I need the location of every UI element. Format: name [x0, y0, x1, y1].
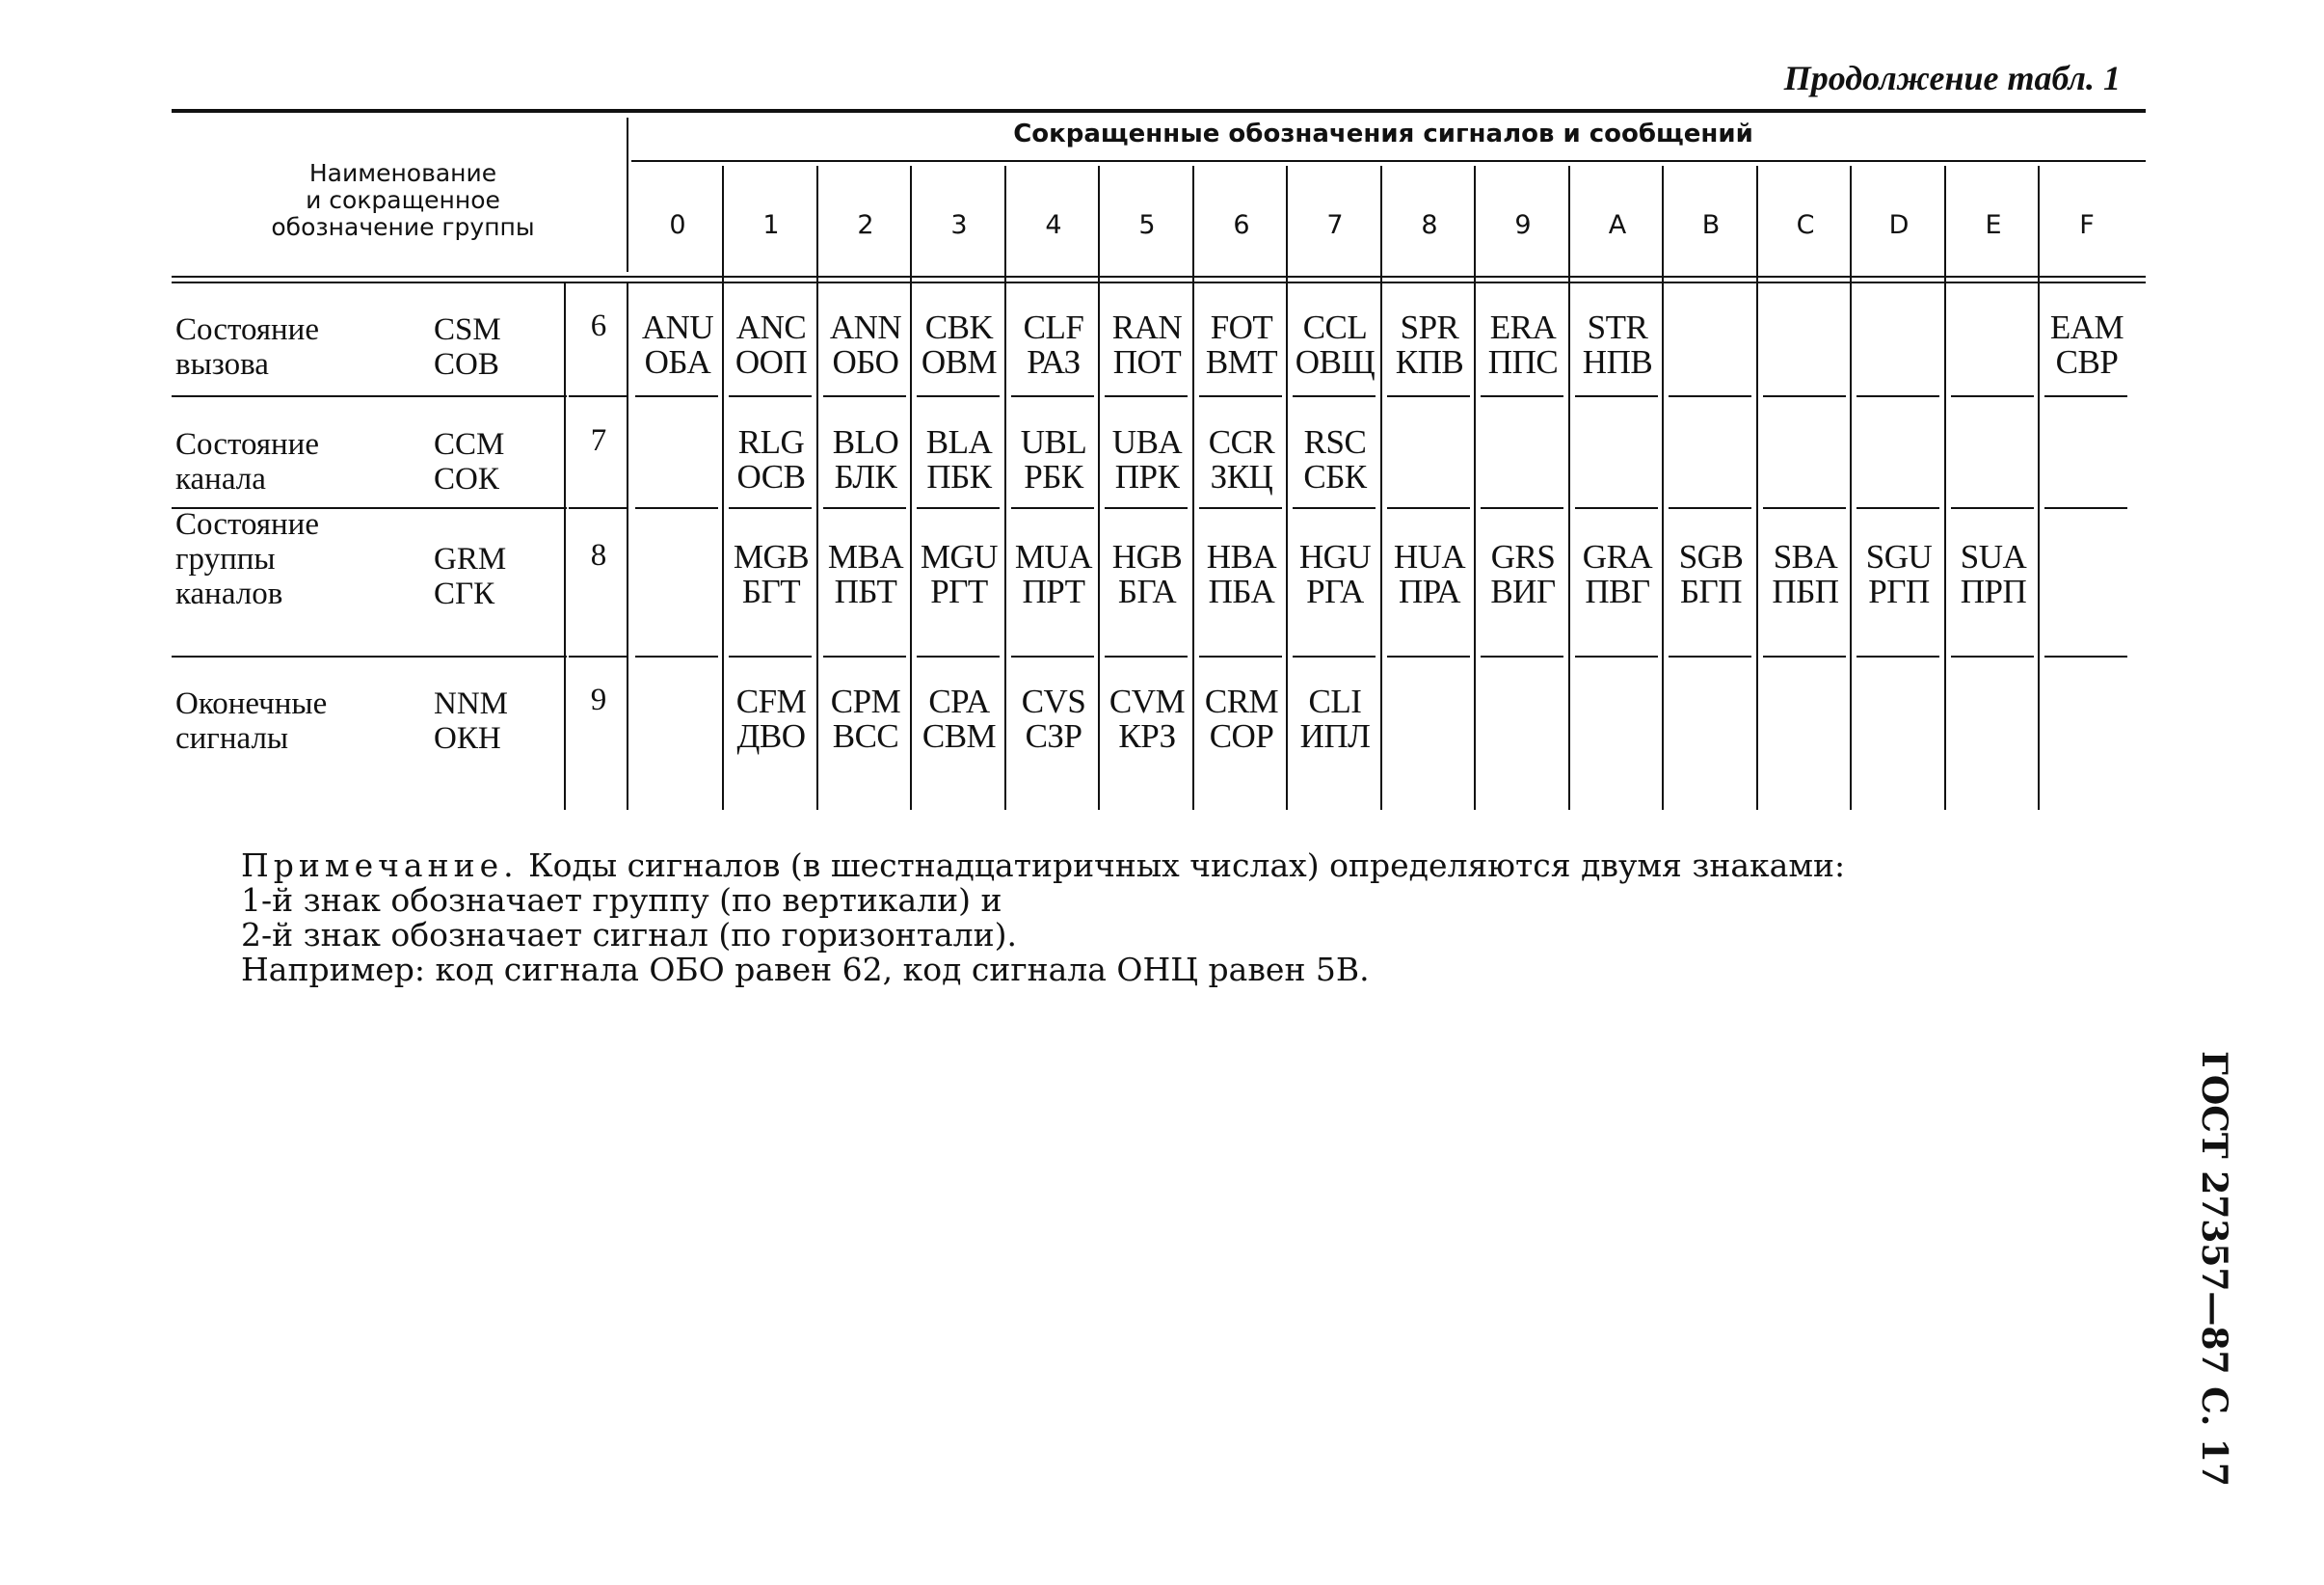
signal-code-latin: HUA [1393, 538, 1466, 576]
row-group-abbr-line: СГК [434, 577, 495, 611]
signal-code-cyrillic: КРЗ [1118, 717, 1176, 755]
row-separator-cell [1763, 507, 1846, 509]
column-header-e: E [1985, 210, 2002, 240]
signal-cell [1101, 540, 1193, 609]
note-line-1 [241, 848, 1845, 883]
signal-code-cyrillic: РГА [1306, 573, 1364, 610]
signal-code-cyrillic: ОБА [644, 343, 711, 381]
side-standard-text: ГОСТ 27357—87 С. 17 [2194, 1051, 2234, 1487]
signal-cell [819, 685, 912, 754]
signal-code-latin: CPM [830, 683, 901, 720]
signal-code-cyrillic: РГТ [930, 573, 988, 610]
signal-cell [1195, 310, 1288, 380]
signal-cell [1759, 540, 1852, 609]
signal-code-cyrillic: СЗР [1025, 717, 1082, 755]
row-group-name-line: Состояние [175, 507, 319, 542]
row-separator-cell [2044, 395, 2127, 397]
note-text-1: Коды сигналов (в шестнадцатиричных числах) определяются двумя знаками: [518, 846, 1846, 884]
signal-code-latin: SGB [1678, 538, 1744, 576]
signal-cell [631, 310, 724, 380]
signal-code-cyrillic: ВСС [832, 717, 899, 755]
signal-code-cyrillic: ПРА [1398, 573, 1461, 610]
signal-cell [819, 425, 912, 495]
row-separator-left [172, 656, 567, 658]
continuation-label: Продолжение табл. 1 [1783, 59, 2121, 97]
note-line-2: 1-й знак обозначает группу (по вертикали) и [241, 881, 1002, 919]
signal-code-latin: CLF [1023, 309, 1084, 346]
row-separator-cell [1951, 507, 2034, 509]
signal-code-cyrillic: ЗКЦ [1210, 458, 1273, 496]
signal-code-latin: HGU [1298, 538, 1372, 576]
table-top-rule [172, 109, 2146, 113]
signal-code-latin: CLI [1308, 683, 1362, 720]
signal-code-latin: GRS [1490, 538, 1556, 576]
signal-code-latin: ANU [641, 309, 714, 346]
column-divider [1850, 166, 1852, 810]
row-separator-cell [1951, 656, 2034, 658]
row-separator-cell [1199, 507, 1282, 509]
signal-code-latin: RLG [737, 423, 805, 461]
column-divider [1756, 166, 1758, 810]
row-group-name-line: Оконечные [175, 686, 328, 721]
row-separator-cell [2044, 656, 2127, 658]
signal-code-cyrillic: ПБК [926, 458, 992, 496]
signal-cell [1477, 540, 1569, 609]
row-group-name [175, 312, 319, 382]
row-group-abbr-line: ОКН [434, 721, 501, 756]
row-separator-cell [1857, 507, 1939, 509]
signal-code-latin: SGU [1865, 538, 1933, 576]
signal-code-latin: CBK [924, 309, 994, 346]
signal-code-latin: HBA [1206, 538, 1277, 576]
column-divider [2038, 166, 2040, 810]
signal-cell [1007, 685, 1100, 754]
signal-code-cyrillic: ПРК [1114, 458, 1180, 496]
row-group-code: 7 [590, 423, 607, 458]
row-separator-cell [1481, 656, 1563, 658]
signal-code-latin: CFM [735, 683, 807, 720]
row-separator-cell [823, 507, 906, 509]
row-separator-cell [1293, 656, 1376, 658]
column-divider [1944, 166, 1946, 810]
row-separator-cell [1481, 395, 1563, 397]
column-header-f: F [2079, 210, 2095, 240]
signal-cell [1195, 540, 1288, 609]
row-separator-cell [1575, 395, 1658, 397]
signal-code-latin: CPA [928, 683, 990, 720]
signal-code-cyrillic: ИПЛ [1299, 717, 1371, 755]
signal-code-latin: CCL [1302, 309, 1368, 346]
signal-code-cyrillic: ПРТ [1022, 573, 1085, 610]
signal-code-latin: BLA [925, 423, 993, 461]
signal-cell [1195, 685, 1288, 754]
signal-cell [913, 425, 1005, 495]
row-group-name-line: каналов [175, 577, 283, 611]
signal-code-cyrillic: СВР [2055, 343, 2119, 381]
signal-cell [725, 310, 817, 380]
row-separator-cell [1669, 507, 1751, 509]
row-group-name-line: Состояние [175, 312, 319, 347]
signal-cell [1289, 425, 1381, 495]
row-separator-cell [1387, 656, 1470, 658]
signal-code-latin: RAN [1111, 309, 1183, 346]
signal-code-cyrillic: ОБО [832, 343, 899, 381]
row-separator-cell [1575, 656, 1658, 658]
column-header-9: 9 [1514, 210, 1532, 240]
row-group-abbr [434, 542, 506, 611]
row-separator-cell [1575, 507, 1658, 509]
code-right-divider [627, 282, 628, 810]
row-group-name-line: Состояние [175, 427, 319, 462]
row-group-name-line: канала [175, 462, 266, 497]
row-separator-cell [1293, 395, 1376, 397]
signal-code-latin: UBL [1020, 423, 1087, 461]
row-separator-cell [1763, 656, 1846, 658]
row-separator-cell [823, 395, 906, 397]
signal-code-cyrillic: РГП [1868, 573, 1930, 610]
row-separator-cell [1199, 395, 1282, 397]
signal-code-latin: ANC [735, 309, 807, 346]
signal-cell [1383, 540, 1476, 609]
signal-code-cyrillic: НПВ [1582, 343, 1653, 381]
signal-code-latin: MBA [827, 538, 904, 576]
row-separator-cell [1011, 507, 1094, 509]
signal-cell [1195, 425, 1288, 495]
column-header-0: 0 [669, 210, 686, 240]
signal-cell [1007, 425, 1100, 495]
signal-cell [725, 540, 817, 609]
group-header [172, 160, 634, 241]
signal-cell [1289, 685, 1381, 754]
row-separator-code [569, 656, 627, 658]
row-separator-cell [729, 507, 812, 509]
row-group-abbr [434, 427, 504, 497]
signal-cell [1101, 425, 1193, 495]
signal-code-cyrillic: ПБТ [834, 573, 897, 610]
signal-code-cyrillic: РАЗ [1027, 343, 1081, 381]
signal-cell [913, 310, 1005, 380]
row-group-abbr-line: СОК [434, 462, 499, 497]
signal-code-cyrillic: ООП [735, 343, 808, 381]
row-separator-cell [635, 507, 718, 509]
column-divider [1568, 166, 1570, 810]
row-separator-cell [1105, 395, 1188, 397]
row-group-code: 9 [590, 683, 607, 717]
column-header-4: 4 [1045, 210, 1062, 240]
signal-code-cyrillic: ОВЩ [1295, 343, 1376, 381]
signal-code-latin: CVM [1109, 683, 1186, 720]
signal-code-latin: MGU [920, 538, 999, 576]
signal-code-latin: MGB [733, 538, 810, 576]
signal-code-cyrillic: СОР [1209, 717, 1274, 755]
row-separator-cell [1105, 656, 1188, 658]
row-separator-cell [1669, 656, 1751, 658]
note-lead: Примечание. [241, 846, 519, 884]
table-note [241, 848, 1845, 987]
row-group-abbr-line: CCM [434, 427, 505, 462]
signal-code-cyrillic: ДВО [736, 717, 806, 755]
row-group-code: 6 [590, 309, 607, 343]
group-header-line-1: Наименование [308, 159, 497, 187]
row-group-abbr-line: CSM [434, 312, 501, 347]
signal-code-cyrillic: БГП [1679, 573, 1743, 610]
row-separator-cell [1857, 395, 1939, 397]
signal-cell [1101, 685, 1193, 754]
signal-cell [1477, 310, 1569, 380]
signal-cell [1383, 310, 1476, 380]
signal-cell [1289, 540, 1381, 609]
signal-cell [725, 685, 817, 754]
signal-code-latin: CRM [1204, 683, 1279, 720]
signal-code-latin: SBA [1773, 538, 1838, 576]
column-divider [1474, 166, 1476, 810]
signal-code-cyrillic: ПОТ [1112, 343, 1182, 381]
row-separator-cell [1857, 656, 1939, 658]
column-header-b: B [1701, 210, 1721, 240]
code-left-divider [564, 282, 566, 810]
signal-code-cyrillic: ВМТ [1205, 343, 1278, 381]
signal-code-cyrillic: ВИГ [1490, 573, 1556, 610]
row-group-abbr-line: GRM [434, 542, 507, 577]
signal-cell [1101, 310, 1193, 380]
signal-cell [1853, 540, 1945, 609]
signal-code-latin: GRA [1582, 538, 1653, 576]
row-group-name [175, 507, 319, 611]
signals-header: Сокращенные обозначения сигналов и сообщений [1013, 120, 1753, 148]
row-group-name-line: группы [175, 542, 276, 577]
signal-code-latin: FOT [1210, 309, 1273, 346]
row-separator-cell [917, 507, 1000, 509]
row-group-name [175, 427, 319, 497]
column-header-2: 2 [857, 210, 874, 240]
signal-code-latin: SUA [1960, 538, 2027, 576]
signal-code-cyrillic: ППС [1487, 343, 1559, 381]
signal-code-latin: BLO [832, 423, 899, 461]
row-separator-cell [1293, 507, 1376, 509]
signal-cell [1665, 540, 1757, 609]
column-header-d: D [1888, 210, 1910, 240]
signal-cell [913, 685, 1005, 754]
row-separator-cell [1951, 395, 2034, 397]
row-separator-code [569, 507, 627, 509]
signal-code-cyrillic: ПВГ [1585, 573, 1650, 610]
signals-header-rule [631, 160, 2146, 162]
signal-code-cyrillic: РБК [1024, 458, 1083, 496]
row-separator-cell [1011, 395, 1094, 397]
signal-code-cyrillic: БГТ [741, 573, 801, 610]
row-separator-cell [635, 395, 718, 397]
row-separator-cell [917, 656, 1000, 658]
signal-code-cyrillic: ПБП [1772, 573, 1839, 610]
signal-cell [725, 425, 817, 495]
signal-cell [1007, 540, 1100, 609]
group-header-line-2: и сокращенное [306, 186, 500, 214]
signal-code-latin: CVS [1021, 683, 1086, 720]
row-separator-cell [729, 656, 812, 658]
signal-code-latin: EAM [2049, 309, 2124, 346]
signal-code-latin: UBA [1111, 423, 1183, 461]
row-group-name [175, 686, 327, 756]
signal-code-cyrillic: СВМ [922, 717, 997, 755]
column-header-a: A [1608, 210, 1627, 240]
row-group-abbr-line: NNM [434, 686, 509, 721]
column-header-5: 5 [1138, 210, 1156, 240]
signal-code-cyrillic: СБК [1303, 458, 1367, 496]
signal-code-latin: HGB [1111, 538, 1183, 576]
row-group-abbr-line: СОВ [434, 347, 499, 382]
signal-code-cyrillic: ПРП [1960, 573, 2027, 610]
row-separator-left [172, 395, 567, 397]
signal-cell [1571, 540, 1664, 609]
column-header-8: 8 [1421, 210, 1438, 240]
column-header-7: 7 [1326, 210, 1344, 240]
row-separator-cell [1105, 507, 1188, 509]
row-group-name-line: сигналы [175, 721, 289, 756]
row-separator-code [569, 395, 627, 397]
column-header-c: C [1796, 210, 1815, 240]
column-header-3: 3 [950, 210, 968, 240]
signal-code-latin: STR [1587, 309, 1648, 346]
signal-code-latin: SPR [1400, 309, 1459, 346]
signal-cell [1289, 310, 1381, 380]
signal-code-latin: ERA [1489, 309, 1557, 346]
signal-cell [913, 540, 1005, 609]
column-header-6: 6 [1233, 210, 1250, 240]
signal-code-cyrillic: БГА [1117, 573, 1177, 610]
row-separator-cell [1011, 656, 1094, 658]
row-separator-cell [1199, 656, 1282, 658]
row-separator-cell [917, 395, 1000, 397]
signal-cell [819, 310, 912, 380]
row-group-code: 8 [590, 538, 607, 573]
row-separator-cell [635, 656, 718, 658]
row-group-abbr [434, 312, 501, 382]
note-line-4: Например: код сигнала ОБО равен 62, код сигнала ОНЦ равен 5В. [241, 951, 1370, 988]
row-separator-cell [823, 656, 906, 658]
signal-cell [1007, 310, 1100, 380]
signal-cell [819, 540, 912, 609]
group-header-line-3: обозначение группы [271, 213, 535, 241]
row-group-abbr [434, 686, 508, 756]
signal-code-cyrillic: БЛК [834, 458, 897, 496]
row-separator-cell [1387, 507, 1470, 509]
signal-code-cyrillic: ОСВ [736, 458, 806, 496]
side-standard-label [2188, 1051, 2236, 1487]
signal-code-latin: RSC [1303, 423, 1367, 461]
signal-cell [1571, 310, 1664, 380]
signal-code-latin: CCR [1208, 423, 1275, 461]
column-divider [722, 166, 724, 810]
row-group-name-line: вызова [175, 347, 269, 382]
signal-cell [2041, 310, 2133, 380]
column-divider [1662, 166, 1664, 810]
signal-code-latin: ANN [829, 309, 902, 346]
signal-code-cyrillic: ПБА [1208, 573, 1275, 610]
signal-cell [1947, 540, 2040, 609]
row-separator-cell [729, 395, 812, 397]
row-separator-cell [1763, 395, 1846, 397]
signal-code-cyrillic: КПВ [1395, 343, 1464, 381]
row-separator-cell [1669, 395, 1751, 397]
row-separator-cell [1481, 507, 1563, 509]
signal-code-latin: MUA [1014, 538, 1093, 576]
note-line-3: 2-й знак обозначает сигнал (по горизонтали). [241, 916, 1017, 954]
signal-code-cyrillic: ОВМ [921, 343, 998, 381]
column-header-1: 1 [762, 210, 780, 240]
row-separator-cell [1387, 395, 1470, 397]
row-separator-cell [2044, 507, 2127, 509]
